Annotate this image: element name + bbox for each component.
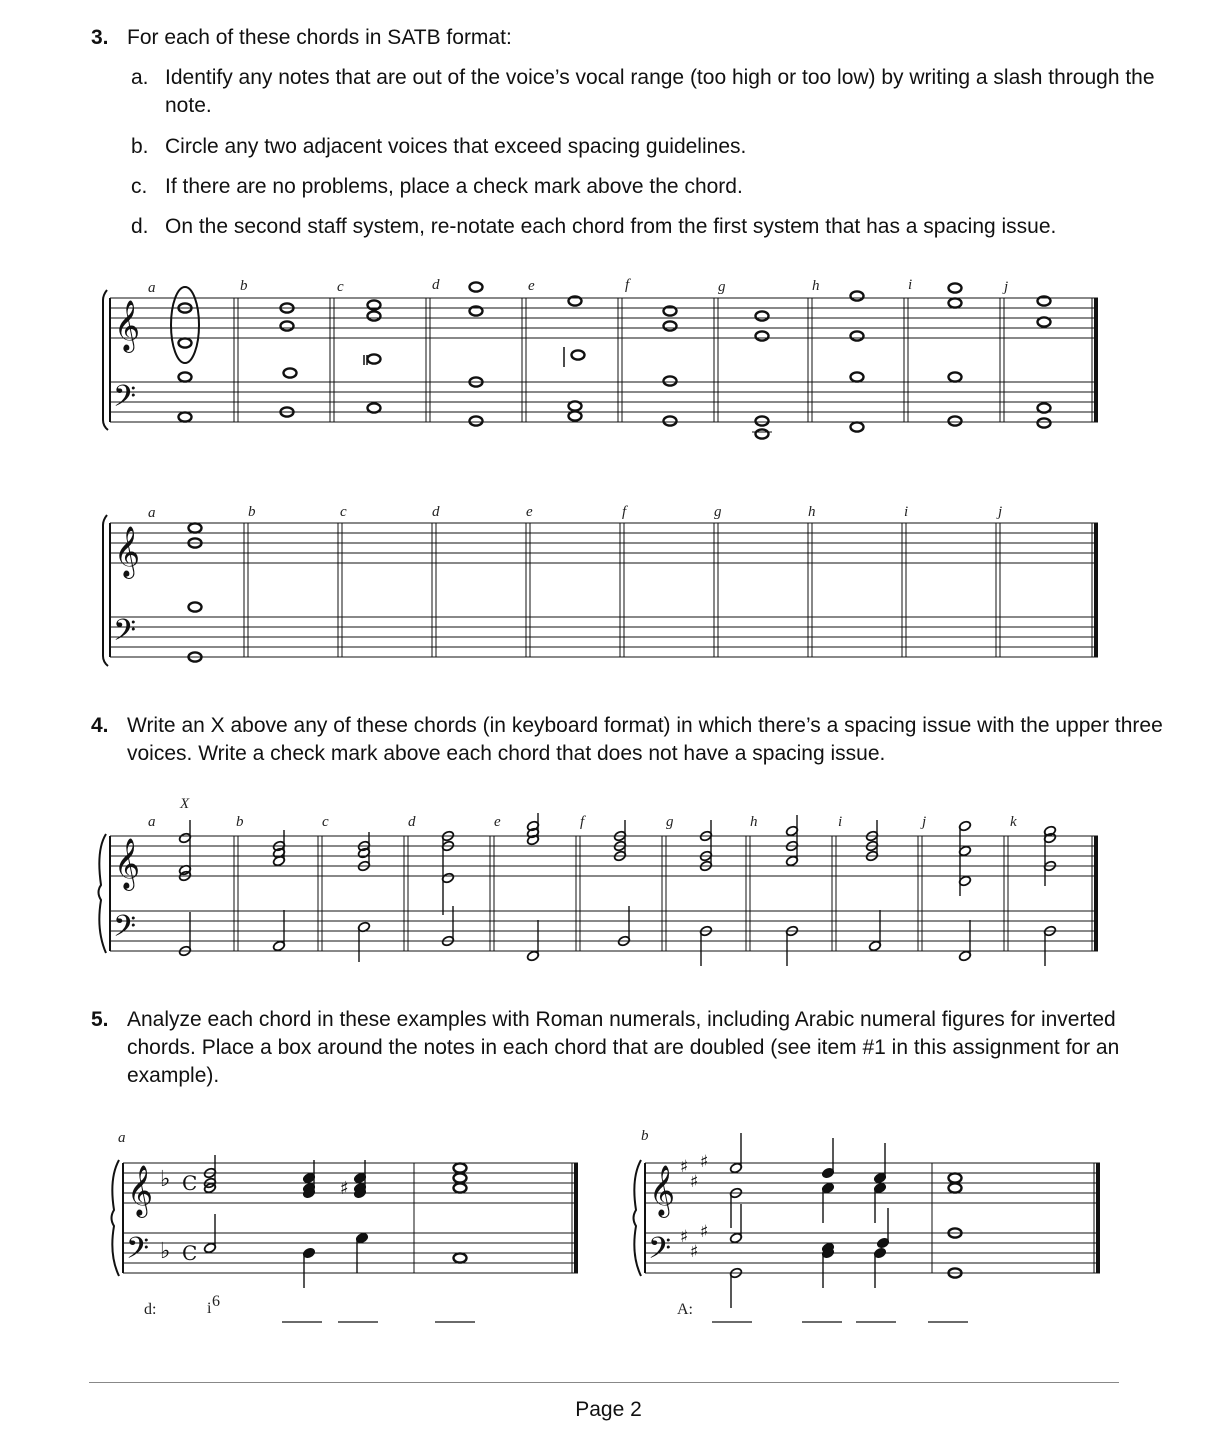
- flat-key-signature-icon: ♭: [160, 1167, 171, 1192]
- q3-item-a-text-cont: note.: [165, 94, 212, 117]
- q3-sys1-barlines: [234, 298, 1092, 422]
- q3-label-i: i: [908, 277, 913, 293]
- q5-line-2: chords. Place a box around the notes in each chord that are doubled (see item #1 in this assignment for an: [127, 1036, 1120, 1059]
- q4-label-d: d: [408, 814, 416, 830]
- q3-label-e: e: [528, 278, 535, 294]
- q5-line-1: Analyze each chord in these examples with Roman numerals, including Arabic numeral figures for inverted: [127, 1008, 1116, 1031]
- q3-sys2-label-f: f: [622, 504, 627, 520]
- q3-chord-f: [664, 306, 677, 425]
- q3-label-b: b: [240, 278, 248, 294]
- q3-chord-i: [949, 283, 962, 425]
- bass-clef-icon: 𝄢: [113, 380, 137, 421]
- sharp-icon: ♯: [340, 1178, 349, 1199]
- sharp-key-signature-icon: ♯: [690, 1242, 699, 1262]
- treble-clef-icon: 𝄞: [114, 526, 141, 577]
- q5-number: 5.: [91, 1008, 109, 1031]
- q3-item-a-letter: a.: [131, 66, 149, 89]
- page-number: Page 2: [575, 1398, 642, 1421]
- bass-clef-icon: 𝄢: [113, 910, 137, 951]
- footer-rule: [89, 1382, 1119, 1383]
- q4-label-j: j: [922, 814, 927, 830]
- q3-system-2: [103, 504, 1098, 666]
- q3-chord-a: [171, 287, 199, 422]
- bass-clef-icon: 𝄢: [113, 614, 137, 655]
- q5a-first-numeral: i: [207, 1300, 212, 1317]
- treble-clef-icon: 𝄞: [127, 1165, 154, 1216]
- q3-label-j: j: [1004, 279, 1009, 295]
- q3-number: 3.: [91, 26, 109, 49]
- q5b-label: b: [641, 1128, 649, 1144]
- q3-label-f: f: [625, 277, 630, 293]
- q3-label-c: c: [337, 279, 344, 295]
- sharp-key-signature-icon: ♯: [690, 1172, 699, 1192]
- q3-label-g: g: [718, 279, 726, 295]
- q4-line-2: voices. Write a check mark above each chord that does not have a spacing issue.: [127, 742, 886, 765]
- q3-sys2-label-g: g: [714, 504, 722, 520]
- q4-label-g: g: [666, 814, 674, 830]
- q3-sys2-label-i: i: [904, 504, 909, 520]
- q4-label-a: a: [148, 814, 156, 830]
- q3-item-d-letter: d.: [131, 215, 149, 238]
- q4-label-i: i: [838, 814, 843, 830]
- q3-sys1-staff-lines: [110, 298, 1098, 422]
- q3-item-b-letter: b.: [131, 135, 149, 158]
- q5a-key: d:: [144, 1301, 157, 1318]
- treble-clef-icon: 𝄞: [114, 838, 141, 889]
- q4-system: [99, 796, 1099, 966]
- sharp-key-signature-icon: ♯: [700, 1152, 709, 1172]
- bass-clef-icon: 𝄢: [126, 1232, 150, 1273]
- q4-number: 4.: [91, 714, 109, 737]
- q3-system-1: [103, 277, 1098, 439]
- q4-label-k: k: [1010, 814, 1017, 830]
- q4-x-mark: X: [180, 796, 190, 812]
- q4-label-c: c: [322, 814, 329, 830]
- sharp-key-signature-icon: ♯: [680, 1227, 689, 1247]
- q3-sys2-chord-a: [189, 523, 202, 661]
- q3-sys2-label-b: b: [248, 504, 256, 520]
- q5-line-3: example).: [127, 1064, 220, 1087]
- q3-item-c-text: If there are no problems, place a check mark above the chord.: [165, 175, 743, 198]
- q3-item-a-text: Identify any notes that are out of the voice’s vocal range (too high or too low) by writing a slash through the: [165, 66, 1155, 89]
- q5a-first-figure: 6: [212, 1293, 220, 1310]
- q3-item-b-text: Circle any two adjacent voices that exceed spacing guidelines.: [165, 135, 747, 158]
- q5-example-a: [112, 1130, 579, 1322]
- q3-label-a: a: [148, 280, 156, 296]
- q3-item-d-text: On the second staff system, re-notate each chord from the first system that has a spacing issue.: [165, 215, 1057, 238]
- q5a-time-sig-treble: C: [182, 1171, 198, 1195]
- q3-sys2-label-h: h: [808, 504, 816, 520]
- q3-instruction: For each of these chords in SATB format:: [127, 26, 512, 49]
- q3-sys2-label-a: a: [148, 505, 156, 521]
- q3-sys2-label-c: c: [340, 504, 347, 520]
- q4-label-b: b: [236, 814, 244, 830]
- q3-sys2-label-e: e: [526, 504, 533, 520]
- q4-line-1: Write an X above any of these chords (in keyboard format) in which there’s a spacing issue with the upper three: [127, 714, 1163, 737]
- q5-example-b: [634, 1128, 1101, 1322]
- q3-sys2-label-j: j: [998, 504, 1003, 520]
- q3-chord-c: [364, 300, 381, 412]
- treble-clef-icon: 𝄞: [649, 1165, 676, 1216]
- sharp-key-signature-icon: ♯: [680, 1157, 689, 1177]
- q4-label-h: h: [750, 814, 758, 830]
- q3-label-h: h: [812, 278, 820, 294]
- q3-chord-j: [1038, 296, 1051, 427]
- q4-label-f: f: [580, 814, 585, 830]
- q3-sys2-label-d: d: [432, 504, 440, 520]
- q5a-label: a: [118, 1130, 126, 1146]
- q4-label-e: e: [494, 814, 501, 830]
- q3-chord-b: [281, 303, 297, 416]
- q3-item-c-letter: c.: [131, 175, 148, 198]
- q3-chord-h: [851, 291, 864, 431]
- sharp-key-signature-icon: ♯: [700, 1222, 709, 1242]
- bass-clef-icon: 𝄢: [648, 1232, 672, 1273]
- treble-clef-icon: 𝄞: [114, 300, 141, 351]
- q3-label-d: d: [432, 277, 440, 293]
- q3-chord-d: [470, 282, 483, 425]
- flat-key-signature-icon: ♭: [160, 1239, 171, 1264]
- q5a-time-sig-bass: C: [182, 1241, 198, 1265]
- q3-chord-g: [752, 311, 772, 438]
- q5b-key: A:: [677, 1301, 693, 1318]
